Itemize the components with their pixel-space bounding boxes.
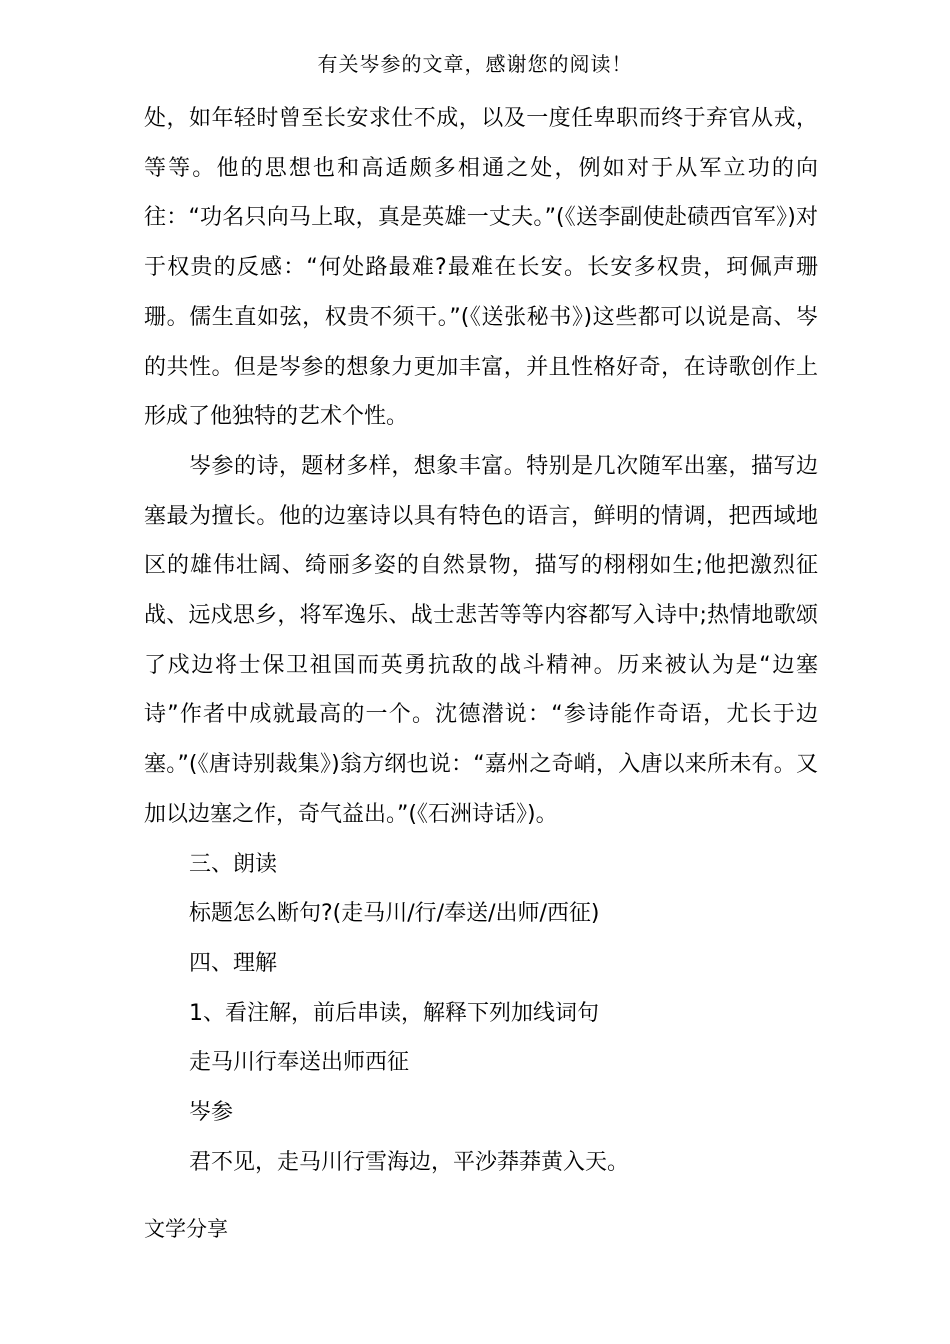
document-body [144,94,818,1187]
poem-title: 走马川行奉送出师西征 [189,1050,410,1076]
poem-author: 岑参 [189,1100,234,1126]
poem-line: 君不见，走马川行雪海边，平沙莽莽黄入天。 [189,1149,630,1175]
paragraph-intro-continued: 处，如年轻时曾至长安求仕不成，以及一度任卑职而终于弃官从戎，等等。他的思想也和高适颇多相通之处，例如对于从军立功的向往：“功名只向马上取，真是英雄一丈夫。”(《送李副使赴碛西官军》)对于权贵的反感：“何处路最难?最难在长安。长安多权贵，珂佩声珊珊。儒生直如弦，权贵不须干。”(《送张秘书》)这些都可以说是高、岑的共性。但是岑参的想象力更加丰富，并且性格好奇，在诗歌创作上形成了他独特的艺术个性。 [144,106,818,430]
understanding-task: 1、看注解，前后串读，解释下列加线词句 [189,1000,599,1026]
paragraph-frontier-poetry: 岑参的诗，题材多样，想象丰富。特别是几次随军出塞，描写边塞最为擅长。他的边塞诗以具有特色的语言，鲜明的情调，把西域地区的雄伟壮阔、绮丽多姿的自然景物，描写的栩栩如生;他把激烈征战、远戍思乡，将军逸乐、战士悲苦等等内容都写入诗中;热情地歌颂了戍边将士保卫祖国而英勇抗敌的战斗精神。历来被认为是“边塞诗”作者中成就最高的一个。沈德潜说：“参诗能作奇语，尤长于边塞。”(《唐诗别裁集》)翁方纲也说：“嘉州之奇峭，入唐以来所未有。又加以边塞之作，奇气益出。”(《石洲诗话》)。 [144,453,818,827]
page-footer: 文学分享 [144,1217,228,1241]
section-heading-understanding: 四、理解 [189,950,278,976]
reading-question: 标题怎么断句?(走马川/行/奉送/出师/西征) [189,901,600,927]
page-header: 有关岑参的文章，感谢您的阅读！ [317,52,633,76]
section-heading-reading: 三、朗读 [189,851,278,877]
